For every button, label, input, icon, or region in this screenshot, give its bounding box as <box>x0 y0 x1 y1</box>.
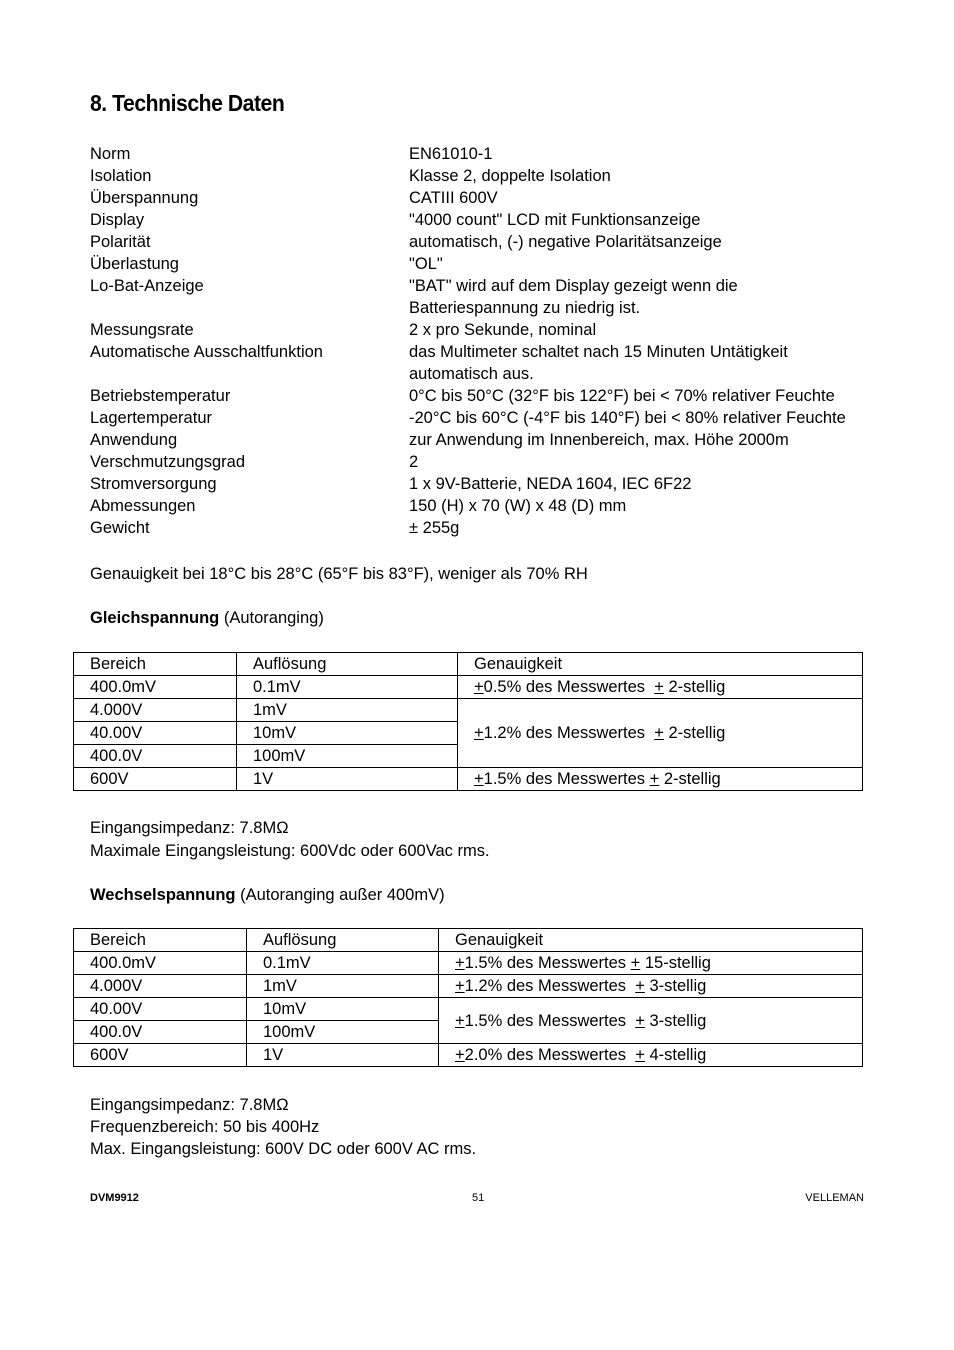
footer-brand: VELLEMAN <box>805 1192 864 1204</box>
header-cell: Bereich <box>74 929 247 952</box>
spec-row <box>90 473 870 495</box>
ac-note-impedance: Eingangsimpedanz: 7.8MΩ <box>90 1096 289 1114</box>
accuracy-cell: +0.5% des Messwertes + 2-stellig <box>458 676 863 699</box>
header-cell: Genauigkeit <box>458 653 863 676</box>
section-heading: 8. Technische Daten <box>90 90 285 116</box>
spec-value: das Multimeter schaltet nach 15 Minuten Untätigkeit automatisch aus. <box>409 343 788 383</box>
resolution-cell: 1mV <box>237 699 458 722</box>
table-row <box>74 1044 863 1067</box>
table-row <box>74 699 863 722</box>
range-cell: 600V <box>74 768 237 791</box>
spec-row <box>90 275 870 319</box>
dc-note-impedance: Eingangsimpedanz: 7.8MΩ <box>90 819 289 837</box>
resolution-cell: 1V <box>237 768 458 791</box>
accuracy-note: Genauigkeit bei 18°C bis 28°C (65°F bis 83°F), weniger als 70% RH <box>90 565 588 583</box>
spec-label: Norm <box>90 145 131 163</box>
ac-title-rest: (Autoranging außer 400mV) <box>235 886 445 904</box>
resolution-cell: 1V <box>247 1044 439 1067</box>
range-cell: 40.00V <box>74 998 247 1021</box>
dc-note-max-input: Maximale Eingangsleistung: 600Vdc oder 600Vac rms. <box>90 842 490 860</box>
range-cell: 600V <box>74 1044 247 1067</box>
dc-title-bold: Gleichspannung <box>90 609 220 627</box>
range-cell: 400.0V <box>74 745 237 768</box>
spec-value: CATIII 600V <box>409 189 498 207</box>
resolution-cell: 10mV <box>247 998 439 1021</box>
spec-row <box>90 407 870 429</box>
accuracy-cell: +1.2% des Messwertes + 2-stellig <box>458 699 863 768</box>
spec-row <box>90 187 870 209</box>
spec-label: Verschmutzungsgrad <box>90 453 246 471</box>
spec-label: Stromversorgung <box>90 475 217 493</box>
spec-list <box>90 143 870 539</box>
spec-row <box>90 143 870 165</box>
range-cell: 40.00V <box>74 722 237 745</box>
ac-note-max-input: Max. Eingangsleistung: 600V DC oder 600V AC rms. <box>90 1140 477 1158</box>
header-cell: Genauigkeit <box>439 929 863 952</box>
header-cell: Auflösung <box>247 929 439 952</box>
table-row <box>74 975 863 998</box>
table-row <box>74 952 863 975</box>
table-header-row <box>74 929 863 952</box>
spec-value: automatisch, (-) negative Polaritätsanzeige <box>409 233 722 251</box>
spec-label: Gewicht <box>90 519 150 537</box>
spec-value: Klasse 2, doppelte Isolation <box>409 167 611 185</box>
spec-row <box>90 341 870 385</box>
table-row <box>74 676 863 699</box>
spec-label: Anwendung <box>90 431 178 449</box>
spec-value: zur Anwendung im Innenbereich, max. Höhe 2000m <box>409 431 789 449</box>
spec-value: EN61010-1 <box>409 145 493 163</box>
ac-title-bold: Wechselspannung <box>90 886 236 904</box>
spec-value: ± 255g <box>409 519 460 537</box>
spec-value: -20°C bis 60°C (-4°F bis 140°F) bei < 80% relativer Feuchte <box>409 409 846 427</box>
spec-row <box>90 231 870 253</box>
accuracy-cell: +1.5% des Messwertes + 3-stellig <box>439 998 863 1044</box>
spec-label: Isolation <box>90 167 152 185</box>
ac-voltage-table <box>73 928 863 1067</box>
table-row <box>74 998 863 1021</box>
spec-label: Lo-Bat-Anzeige <box>90 277 204 295</box>
spec-value: 150 (H) x 70 (W) x 48 (D) mm <box>409 497 627 515</box>
spec-value: 1 x 9V-Batterie, NEDA 1604, IEC 6F22 <box>409 475 692 493</box>
header-cell: Bereich <box>74 653 237 676</box>
spec-row <box>90 253 870 275</box>
spec-row <box>90 517 870 539</box>
spec-row <box>90 451 870 473</box>
resolution-cell: 100mV <box>247 1021 439 1044</box>
resolution-cell: 100mV <box>237 745 458 768</box>
spec-value: 0°C bis 50°C (32°F bis 122°F) bei < 70% relativer Feuchte <box>409 387 835 405</box>
spec-label: Lagertemperatur <box>90 409 212 427</box>
dc-title-rest: (Autoranging) <box>219 609 324 627</box>
spec-label: Polarität <box>90 233 151 251</box>
footer-model: DVM9912 <box>90 1192 139 1204</box>
spec-value: 2 x pro Sekunde, nominal <box>409 321 597 339</box>
accuracy-cell: +1.5% des Messwertes + 2-stellig <box>458 768 863 791</box>
spec-label: Display <box>90 211 145 229</box>
ac-note-frequency: Frequenzbereich: 50 bis 400Hz <box>90 1118 320 1136</box>
accuracy-cell: +1.5% des Messwertes + 15-stellig <box>439 952 863 975</box>
dc-section-title <box>90 607 324 629</box>
range-cell: 400.0V <box>74 1021 247 1044</box>
accuracy-cell: +1.2% des Messwertes + 3-stellig <box>439 975 863 998</box>
spec-value: 2 <box>409 453 419 471</box>
spec-value: "4000 count" LCD mit Funktionsanzeige <box>409 211 701 229</box>
range-cell: 400.0mV <box>74 676 237 699</box>
spec-label: Messungsrate <box>90 321 194 339</box>
header-cell: Auflösung <box>237 653 458 676</box>
spec-row <box>90 495 870 517</box>
dc-voltage-table <box>73 652 863 791</box>
accuracy-cell: +2.0% des Messwertes + 4-stellig <box>439 1044 863 1067</box>
resolution-cell: 0.1mV <box>237 676 458 699</box>
spec-row <box>90 165 870 187</box>
range-cell: 4.000V <box>74 699 237 722</box>
table-row <box>74 768 863 791</box>
spec-row <box>90 429 870 451</box>
spec-row <box>90 209 870 231</box>
footer-page-number: 51 <box>472 1192 485 1204</box>
spec-label: Automatische Ausschaltfunktion <box>90 343 323 361</box>
spec-label: Überspannung <box>90 189 199 207</box>
resolution-cell: 1mV <box>247 975 439 998</box>
range-cell: 400.0mV <box>74 952 247 975</box>
range-cell: 4.000V <box>74 975 247 998</box>
spec-label: Überlastung <box>90 255 179 273</box>
resolution-cell: 10mV <box>237 722 458 745</box>
spec-row <box>90 385 870 407</box>
spec-label: Abmessungen <box>90 497 196 515</box>
table-header-row <box>74 653 863 676</box>
spec-label: Betriebstemperatur <box>90 387 231 405</box>
spec-value: "BAT" wird auf dem Display gezeigt wenn die Batteriespannung zu niedrig ist. <box>409 277 738 317</box>
spec-value: "OL" <box>409 255 443 273</box>
resolution-cell: 0.1mV <box>247 952 439 975</box>
ac-section-title <box>90 884 445 906</box>
spec-row <box>90 319 870 341</box>
